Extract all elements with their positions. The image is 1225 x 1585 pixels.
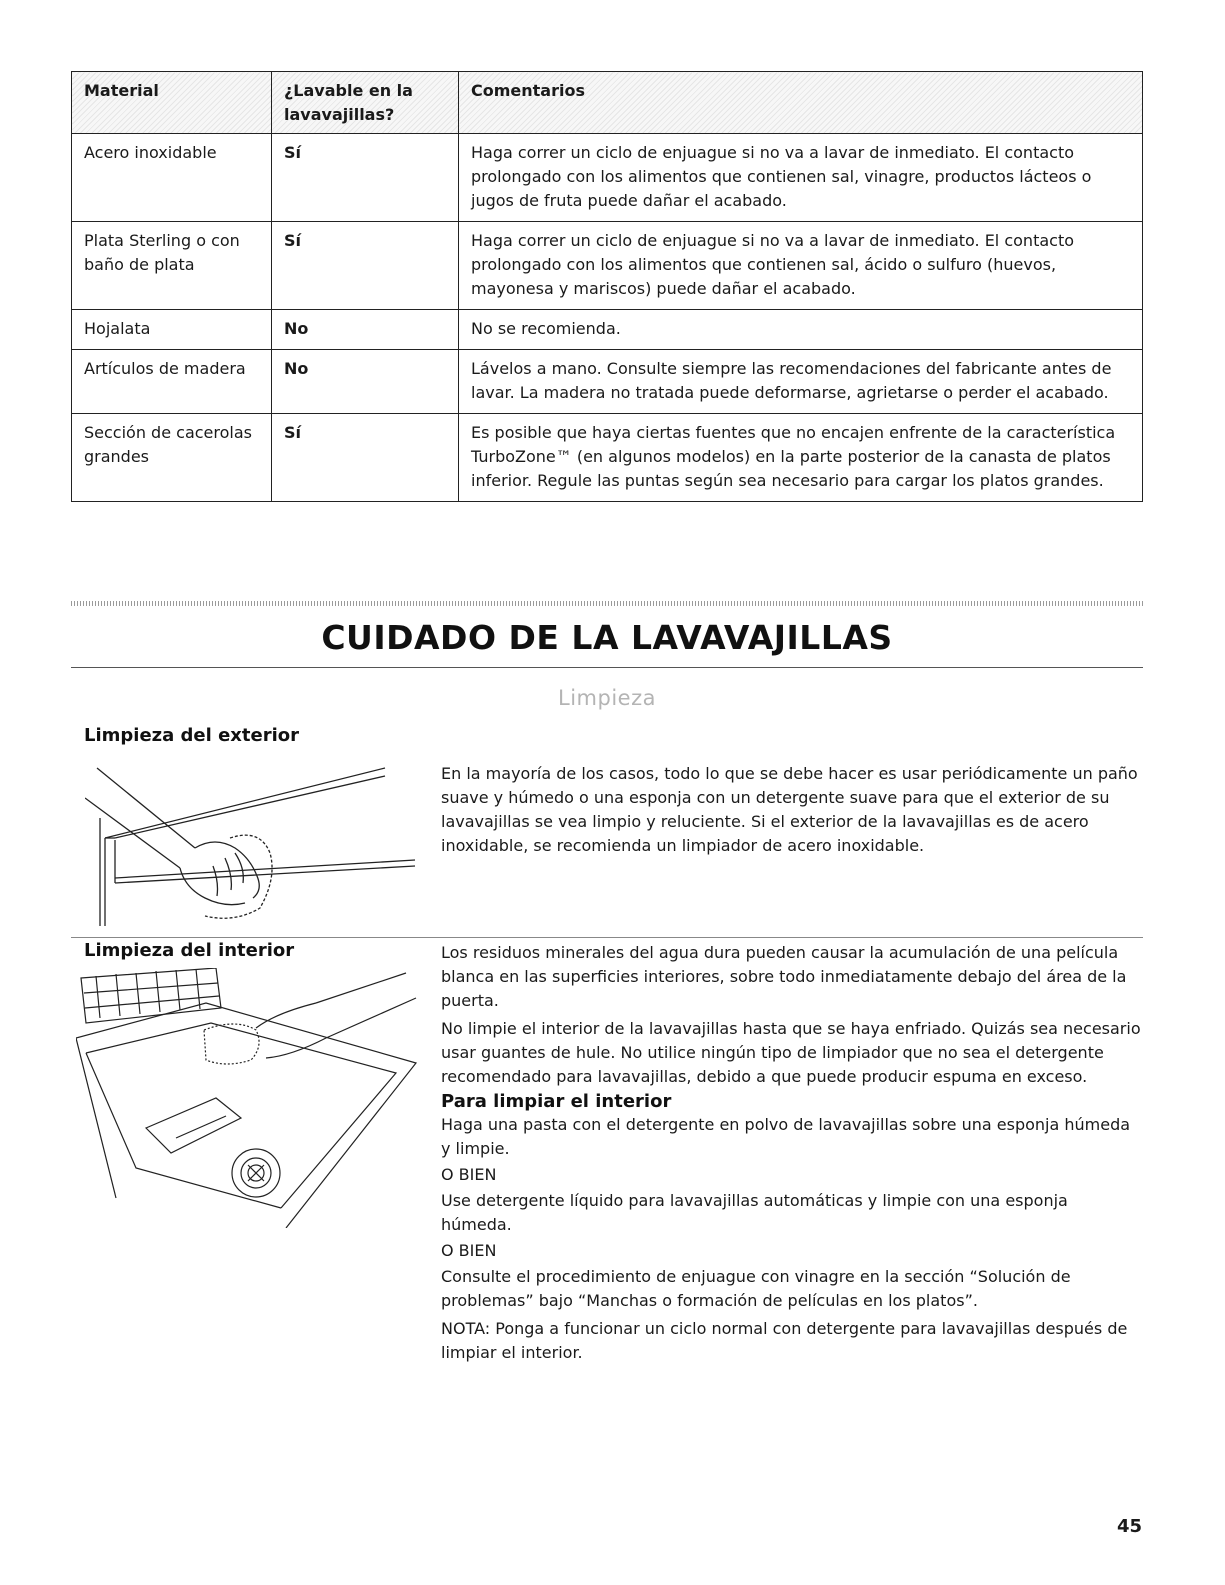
cell-washable: Sí <box>272 222 459 310</box>
note-text: Ponga a funcionar un ciclo normal con detergente para lavavajillas después de limpiar el interior. <box>441 1319 1128 1362</box>
interior-content <box>441 941 1141 1365</box>
cell-comment: Haga correr un ciclo de enjuague si no va a lavar de inmediato. El contacto prolongado con los alimentos que contienen sal, vinagre, productos lácteos o jugos de fruta puede dañar el acabado. <box>459 134 1143 222</box>
col-header-material: Material <box>72 72 272 134</box>
cell-washable: Sí <box>272 134 459 222</box>
note-label: NOTA: <box>441 1319 491 1338</box>
exterior-cleaning-illustration <box>85 758 420 930</box>
exterior-text: En la mayoría de los casos, todo lo que se debe hacer es usar periódicamente un paño suave y húmedo o una esponja con un detergente suave para que el exterior de su lavavajillas se vea limpio y reluciente. Si el exterior de la lavavajillas es de acero inoxidable, se recomienda un limpiador de acero inoxidable. <box>441 764 1138 855</box>
table-row <box>72 310 1143 350</box>
note <box>441 1317 1141 1365</box>
interior-heading: Limpieza del interior <box>84 940 295 961</box>
col-header-washable: ¿Lavable en la lavavajillas? <box>272 72 459 134</box>
method-liquid: Use detergente líquido para lavavajillas automáticas y limpie con una esponja húmeda. <box>441 1191 1068 1234</box>
cell-material: Plata Sterling o con baño de plata <box>72 222 272 310</box>
cell-comment: Es posible que haya ciertas fuentes que no encajen enfrente de la característica TurboZone™ (en algunos modelos) en la parte posterior de la canasta de platos inferior. Regule las puntas según sea necesario para cargar los platos grandes. <box>459 414 1143 502</box>
table-row <box>72 222 1143 310</box>
method-vinegar: Consulte el procedimiento de enjuague con vinagre en la sección “Solución de problemas” bajo “Manchas o formación de películas en los platos”. <box>441 1267 1071 1310</box>
cell-comment: Lávelos a mano. Consulte siempre las recomendaciones del fabricante antes de lavar. La madera no tratada puede deformarse, agrietarse o perder el acabado. <box>459 350 1143 414</box>
table-row <box>72 414 1143 502</box>
cell-material: Artículos de madera <box>72 350 272 414</box>
cell-washable: No <box>272 310 459 350</box>
cell-comment: No se recomienda. <box>459 310 1143 350</box>
dotted-divider <box>71 601 1143 606</box>
page-number: 45 <box>1116 1516 1142 1537</box>
how-to-clean-heading: Para limpiar el interior <box>441 1091 672 1112</box>
interior-paragraph-2: No limpie el interior de la lavavajillas hasta que se haya enfriado. Quizás sea necesario usar guantes de hule. No utilice ningún tipo de limpiador que no sea el detergente recomendado para lavavajillas, debido a que puede producir espuma en exceso. <box>441 1019 1141 1086</box>
cell-washable: Sí <box>272 414 459 502</box>
materials-table <box>71 71 1143 502</box>
section-subtitle: Limpieza <box>558 686 656 710</box>
or-separator: O BIEN <box>441 1165 497 1184</box>
section-title-rule <box>71 667 1143 668</box>
or-separator: O BIEN <box>441 1241 497 1260</box>
exterior-heading: Limpieza del exterior <box>84 725 299 746</box>
cell-comment: Haga correr un ciclo de enjuague si no va a lavar de inmediato. El contacto prolongado con los alimentos que contienen sal, ácido o sulfuro (huevos, mayonesa y mariscos) puede dañar el acabado. <box>459 222 1143 310</box>
interior-paragraph-1: Los residuos minerales del agua dura pueden causar la acumulación de una película blanca en las superficies interiores, sobre todo inmediatamente debajo del área de la puerta. <box>441 943 1127 1010</box>
cell-washable: No <box>272 350 459 414</box>
subsection-rule <box>71 937 1143 938</box>
interior-cleaning-illustration <box>76 968 426 1228</box>
cell-material: Hojalata <box>72 310 272 350</box>
cell-material: Acero inoxidable <box>72 134 272 222</box>
table-header-row <box>72 72 1143 134</box>
cell-material: Sección de cacerolas grandes <box>72 414 272 502</box>
col-header-comments: Comentarios <box>459 72 1143 134</box>
table-row <box>72 134 1143 222</box>
method-paste: Haga una pasta con el detergente en polvo de lavavajillas sobre una esponja húmeda y limpie. <box>441 1115 1131 1158</box>
table-row <box>72 350 1143 414</box>
section-title: CUIDADO DE LA LAVAVAJILLAS <box>321 618 893 657</box>
